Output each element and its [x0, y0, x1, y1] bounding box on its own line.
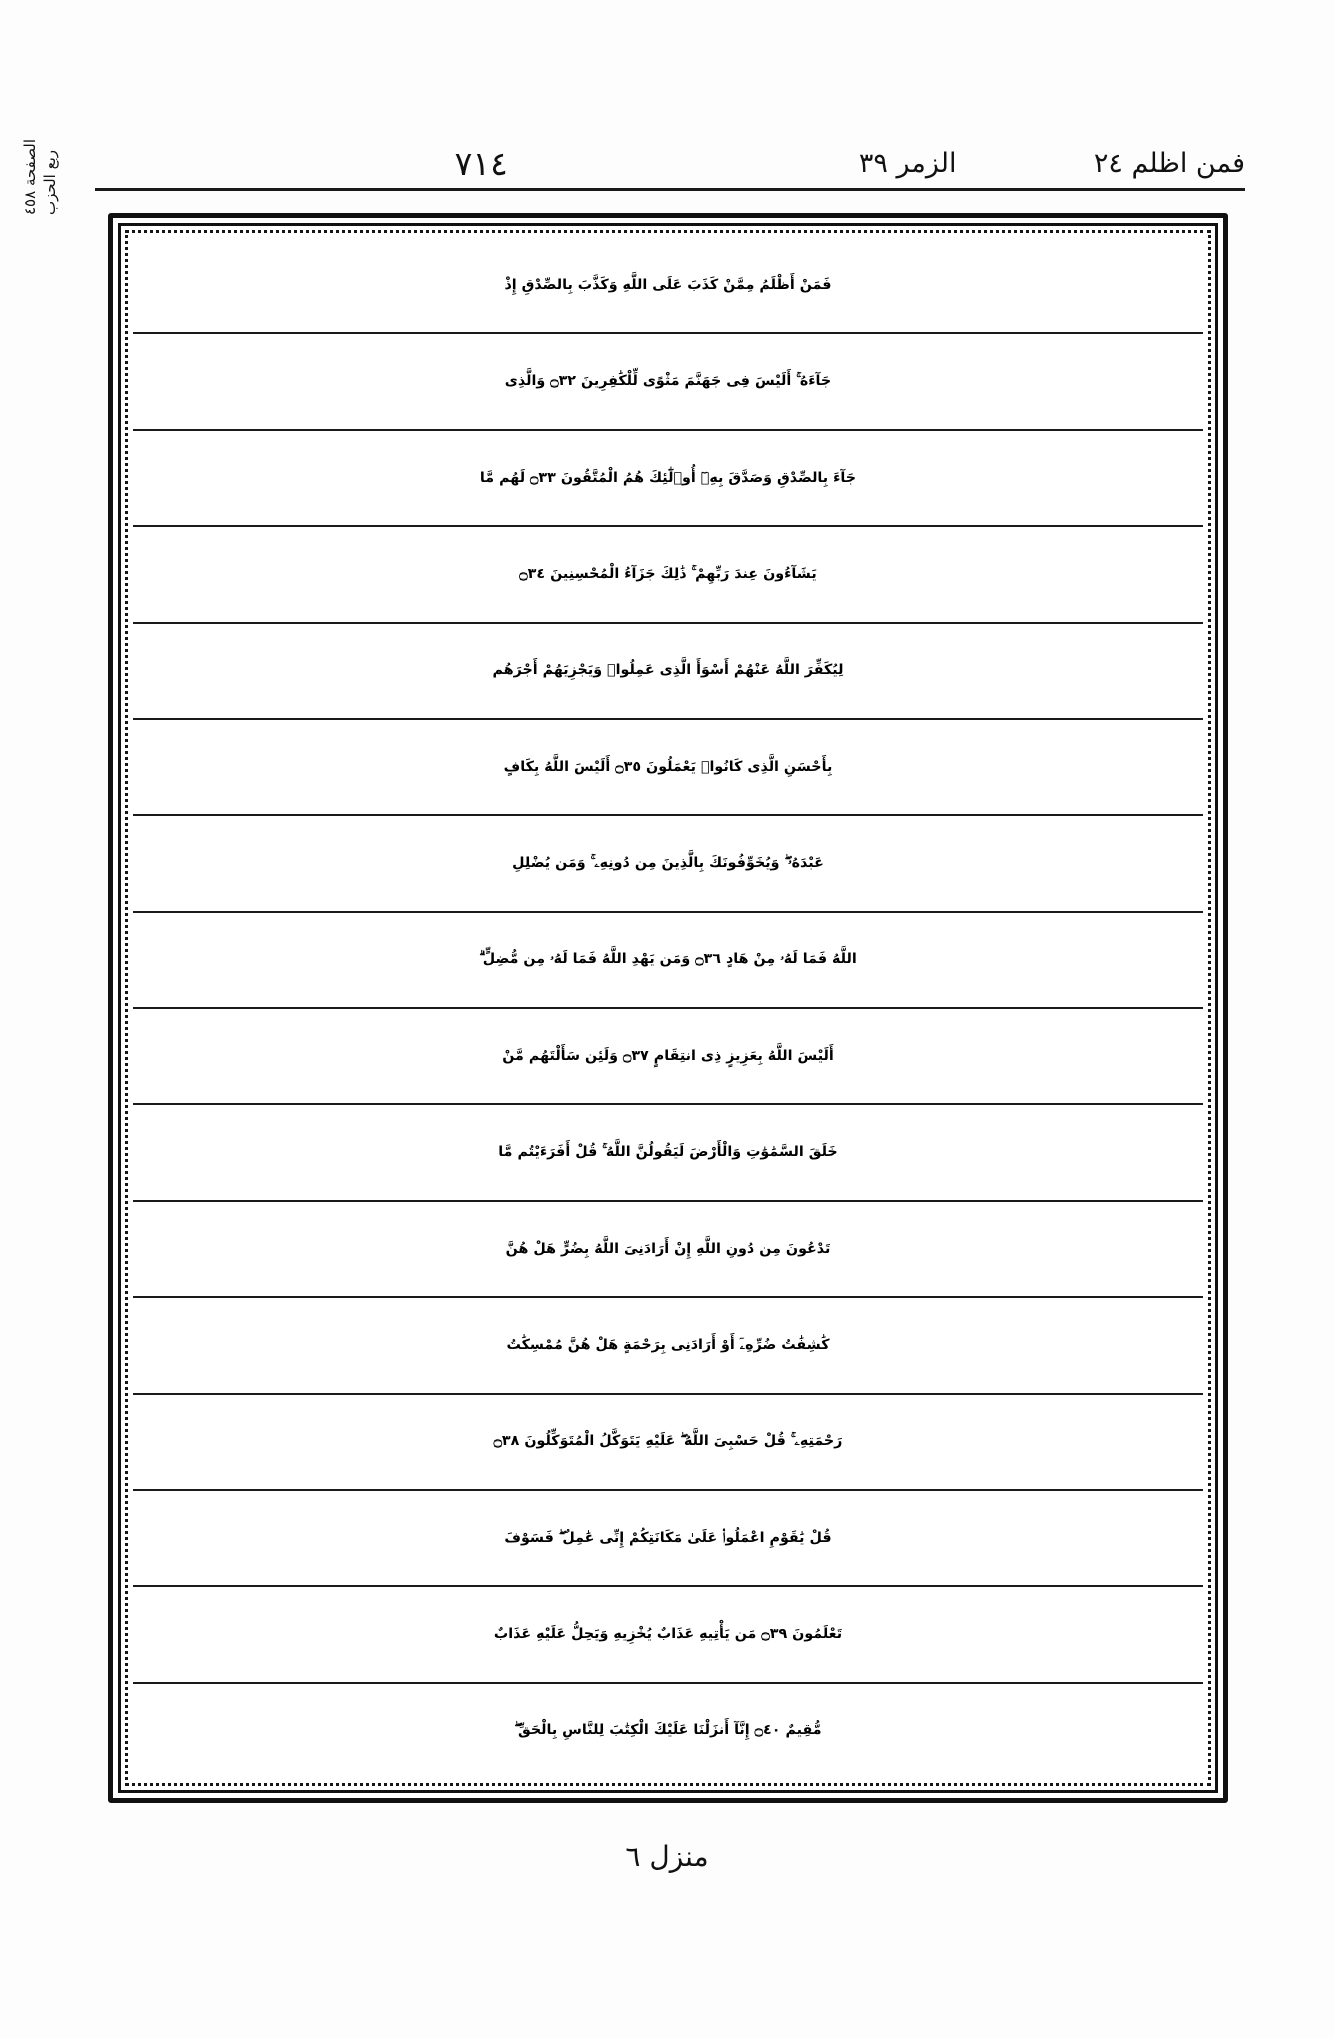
- ayat-line: [133, 1491, 1203, 1587]
- ayat-text: فَمَنْ أَظْلَمُ مِمَّنْ كَذَبَ عَلَى اللَّهِ وَكَذَّبَ بِالصِّدْقِ إِذْ: [504, 276, 832, 293]
- ayat-line: [133, 527, 1203, 623]
- side-note-line-1: الصفحة ٤٥٨: [21, 139, 39, 215]
- ayat-line: [133, 431, 1203, 527]
- ayat-text: مُّقِيمٌ ۝٤٠ إِنَّآ أَنزَلْنَا عَلَيْكَ الْكِتَٰبَ لِلنَّاسِ بِالْحَقِّ ۖ: [514, 1722, 822, 1739]
- ayat-text: اللَّهُ فَمَا لَهُۥ مِنْ هَادٍ ۝٣٦ وَمَن يَهْدِ اللَّهُ فَمَا لَهُۥ مِن مُّضِلٍّ ۗ: [479, 951, 857, 968]
- ayat-text: رَحْمَتِهِۦ ۚ قُلْ حَسْبِىَ اللَّهُ ۖ عَلَيْهِ يَتَوَكَّلُ الْمُتَوَكِّلُونَ ۝٣٨: [493, 1433, 843, 1450]
- ayat-text: عَبْدَهُۥ ۖ وَيُخَوِّفُونَكَ بِالَّذِينَ مِن دُونِهِۦ ۚ وَمَن يُضْلِلِ: [512, 855, 824, 872]
- header-juz-label: فمن اظلم ٢٤: [1093, 147, 1245, 179]
- ayat-line: [133, 238, 1203, 334]
- header-surah-label: [858, 147, 1245, 179]
- ayat-text: كَٰشِفَٰتُ ضُرِّهِۦٓ أَوْ أَرَادَنِى بِرَحْمَةٍ هَلْ هُنَّ مُمْسِكَٰتُ: [506, 1336, 830, 1353]
- ayat-line: [133, 1105, 1203, 1201]
- ayat-line: [133, 1684, 1203, 1778]
- header-spacer: [95, 150, 104, 177]
- text-frame-inner: [118, 223, 1218, 1793]
- header-surah-name: الزمر ٣٩: [858, 147, 957, 179]
- ayat-text: خَلَقَ السَّمَٰوَٰتِ وَالْأَرْضَ لَيَقُولُنَّ اللَّهُ ۚ قُلْ أَفَرَءَيْتُم مَّا: [498, 1144, 838, 1161]
- side-margin-note: [20, 35, 60, 215]
- text-frame-outer: [108, 213, 1228, 1803]
- ayat-line: [133, 720, 1203, 816]
- page-footer: [0, 1840, 1334, 1873]
- ayat-line: [133, 1298, 1203, 1394]
- ayat-lines: [133, 238, 1203, 1778]
- ayat-line: [133, 913, 1203, 1009]
- ayat-text: بِأَحْسَنِ الَّذِى كَانُوا۟ يَعْمَلُونَ ۝٣٥ أَلَيْسَ اللَّهُ بِكَافٍ: [503, 758, 833, 775]
- ayat-text: يَشَآءُونَ عِندَ رَبِّهِمْ ۚ ذَٰلِكَ جَزَآءُ الْمُحْسِنِينَ ۝٣٤: [519, 565, 817, 582]
- page-number: ٧١٤: [454, 143, 508, 183]
- ayat-line: [133, 1587, 1203, 1683]
- ayat-line: [133, 816, 1203, 912]
- ayat-line: [133, 1202, 1203, 1298]
- ayat-line: [133, 624, 1203, 720]
- ayat-line: [133, 334, 1203, 430]
- ayat-text: لِيُكَفِّرَ اللَّهُ عَنْهُمْ أَسْوَأَ الَّذِى عَمِلُوا۟ وَيَجْزِيَهُمْ أَجْرَهُم: [492, 662, 844, 679]
- page-header: [95, 140, 1245, 186]
- header-divider: [95, 188, 1245, 191]
- ayat-text: قُلْ يَٰقَوْمِ اعْمَلُوا۟ عَلَىٰ مَكَانَتِكُمْ إِنِّى عَٰمِلٌ ۖ فَسَوْفَ: [504, 1529, 832, 1546]
- side-note-line-2: ربع الحزب: [41, 150, 60, 215]
- ayat-text: تَعْلَمُونَ ۝٣٩ مَن يَأْتِيهِ عَذَابٌ يُخْزِيهِ وَيَحِلُّ عَلَيْهِ عَذَابٌ: [493, 1626, 843, 1643]
- ayat-text: تَدْعُونَ مِن دُونِ اللَّهِ إِنْ أَرَادَنِىَ اللَّهُ بِضُرٍّ هَلْ هُنَّ: [505, 1240, 831, 1257]
- manzil-label: منزل ٦: [625, 1840, 709, 1873]
- ayat-text: جَآءَ بِالصِّدْقِ وَصَدَّقَ بِهِۦٓ أُو۟لَٰٓئِكَ هُمُ الْمُتَّقُونَ ۝٣٣ لَهُم مَّا: [479, 469, 857, 486]
- ayat-text: جَآءَهُ ۚ أَلَيْسَ فِى جَهَنَّمَ مَثْوًى لِّلْكَٰفِرِينَ ۝٣٢ وَالَّذِى: [504, 373, 832, 390]
- ayat-line: [133, 1009, 1203, 1105]
- ayat-line: [133, 1395, 1203, 1491]
- ayat-text: أَلَيْسَ اللَّهُ بِعَزِيزٍ ذِى انتِقَامٍ ۝٣٧ وَلَئِن سَأَلْتَهُم مَّنْ: [502, 1047, 834, 1064]
